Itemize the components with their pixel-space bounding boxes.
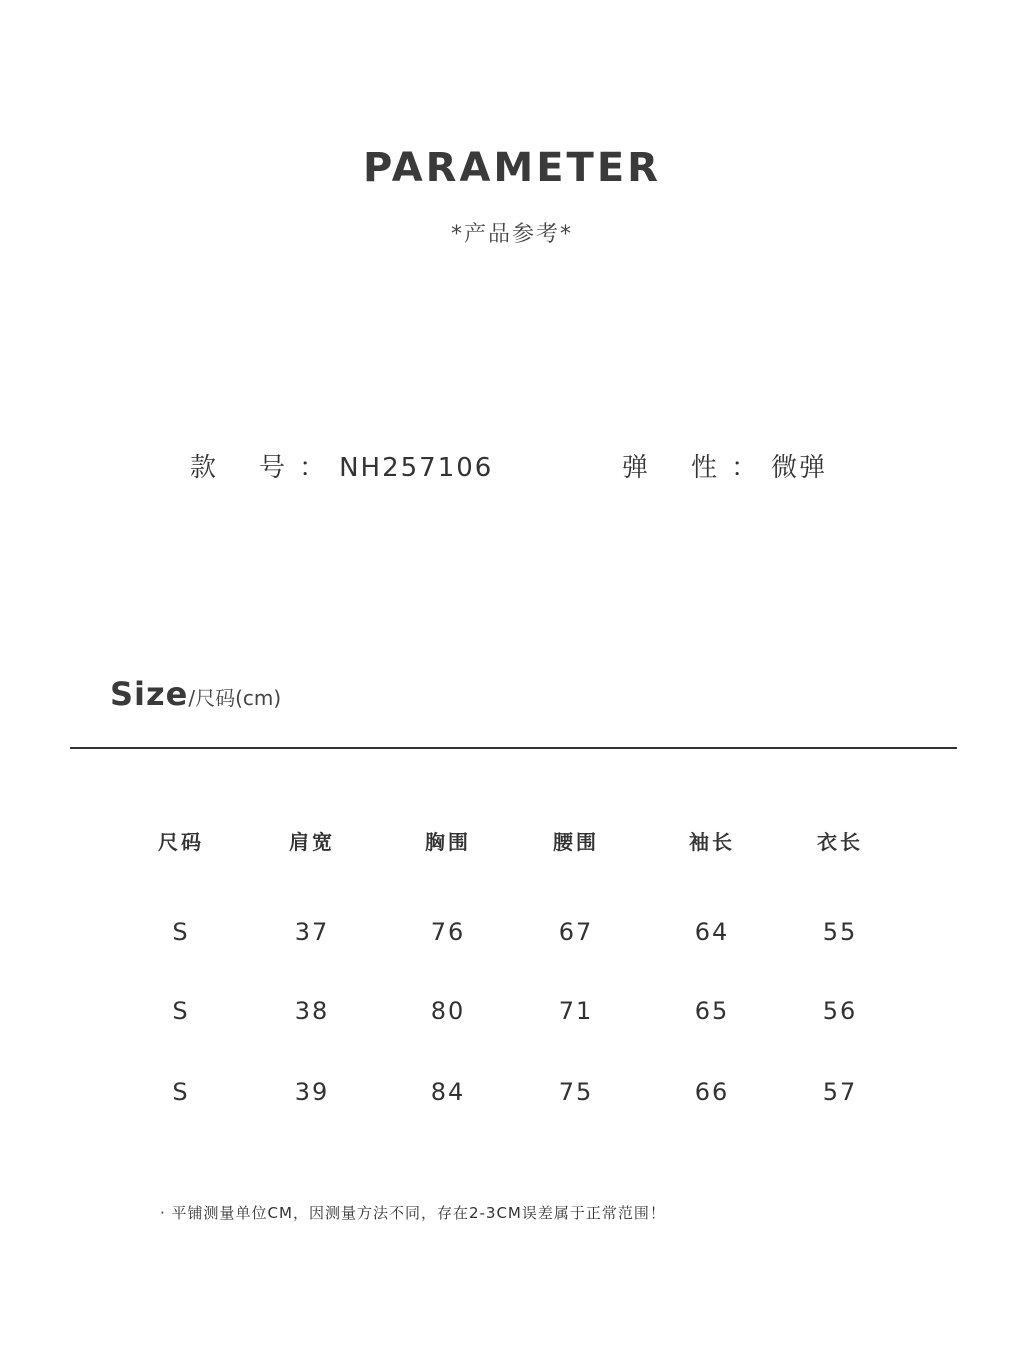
size-heading-main: Size: [110, 675, 189, 713]
section-divider: [70, 747, 957, 749]
cell-chest: 84: [430, 1078, 466, 1106]
column-header-length: 衣长: [817, 830, 863, 854]
table-row: [0, 912, 1024, 952]
elasticity-info: [622, 450, 827, 486]
cell-size: S: [172, 918, 190, 946]
cell-shoulder: 37: [294, 918, 330, 946]
cell-sleeve: 66: [694, 1078, 730, 1106]
column-header-shoulder: 肩宽: [289, 830, 335, 854]
style-number-colon: ：: [299, 453, 328, 483]
column-header-chest: 胸围: [425, 830, 471, 854]
cell-chest: 76: [430, 918, 466, 946]
column-header-waist: 腰围: [553, 830, 599, 854]
elasticity-value: 微弹: [771, 453, 828, 483]
style-number-label: 款 号: [190, 453, 288, 483]
size-table-header: [0, 822, 1024, 862]
cell-waist: 67: [558, 918, 594, 946]
cell-size: S: [172, 997, 190, 1025]
style-number-info: [190, 450, 493, 486]
column-header-size: 尺码: [158, 830, 204, 854]
page-subtitle: *产品参考*: [450, 222, 573, 247]
column-header-sleeve: 袖长: [689, 830, 735, 854]
cell-sleeve: 65: [694, 997, 730, 1025]
elasticity-colon: ：: [731, 453, 760, 483]
elasticity-label: 弹 性: [622, 453, 720, 483]
table-row: [0, 991, 1024, 1031]
page-title: PARAMETER: [363, 145, 661, 191]
cell-waist: 75: [558, 1078, 594, 1106]
cell-waist: 71: [558, 997, 594, 1025]
cell-size: S: [172, 1078, 190, 1106]
cell-shoulder: 39: [294, 1078, 330, 1106]
size-heading-sub: /尺码(cm): [188, 686, 282, 710]
measurement-footnote: · 平铺测量单位CM，因测量方法不同，存在2-3CM误差属于正常范围！: [160, 1204, 666, 1222]
size-section-heading: [110, 672, 281, 722]
cell-chest: 80: [430, 997, 466, 1025]
cell-sleeve: 64: [694, 918, 730, 946]
table-row: [0, 1072, 1024, 1112]
cell-shoulder: 38: [294, 997, 330, 1025]
cell-length: 56: [822, 997, 858, 1025]
cell-length: 57: [822, 1078, 858, 1106]
cell-length: 55: [822, 918, 858, 946]
style-number-value: NH257106: [339, 453, 494, 483]
